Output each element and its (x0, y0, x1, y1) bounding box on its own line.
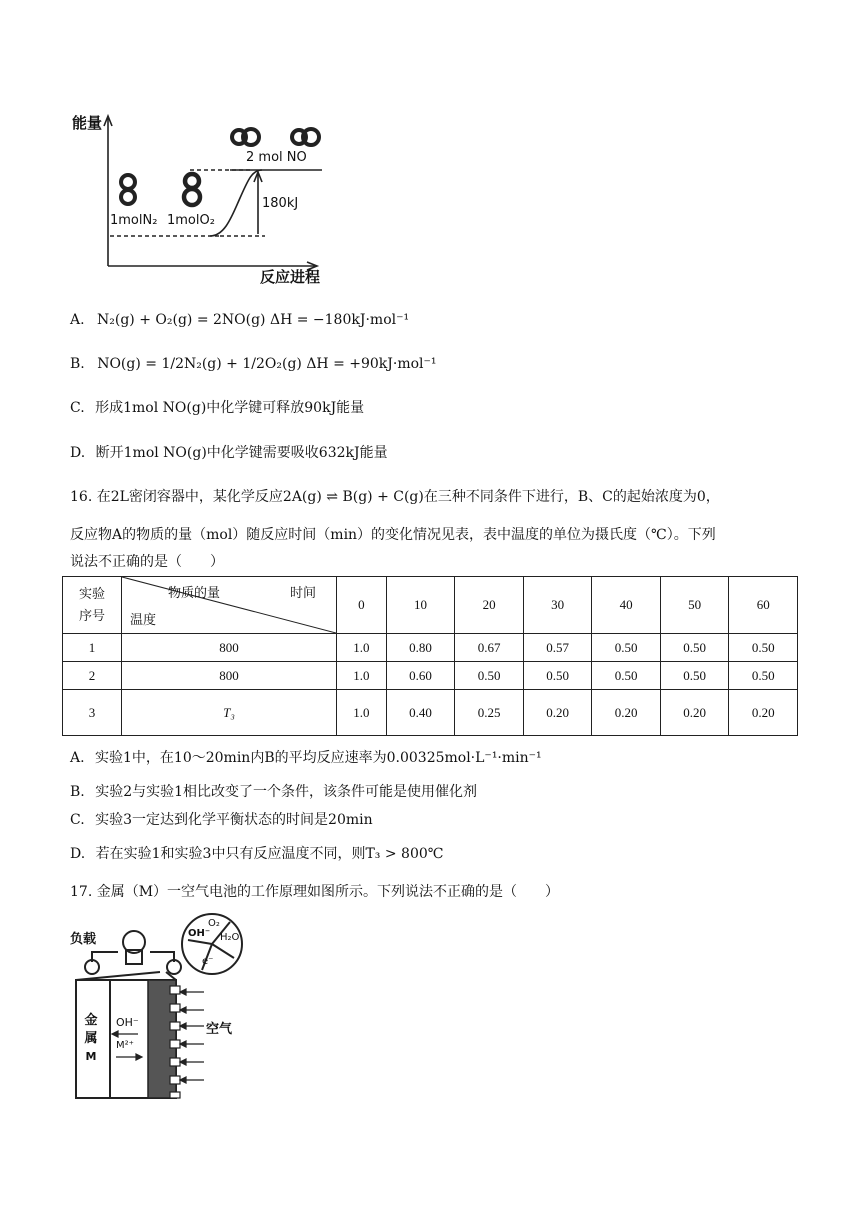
q16-option-a: A. 实验1中，在10～20min内B的平均反应速率为0.00325mol·L⁻¹·min⁻¹ (70, 750, 542, 766)
time-header: 0 (337, 577, 387, 634)
time-header: 40 (592, 577, 661, 634)
electron-label: e⁻ (202, 956, 214, 967)
q16-option-b: B. 实验2与实验1相比改变了一个条件，该条件可能是使用催化剂 (70, 784, 478, 800)
air-arrows (180, 989, 204, 1083)
table-row (63, 634, 798, 662)
x-axis-label: 反应进程 (260, 268, 321, 286)
air-label: 空气 (206, 1022, 233, 1037)
header-quantity: 物质的量 (168, 585, 221, 600)
product-label: 2 mol NO (246, 150, 307, 165)
table-row (63, 662, 798, 690)
delta-label: 180kJ (262, 196, 299, 211)
table-cell: 0.50 (455, 662, 524, 690)
data-table (62, 576, 798, 736)
table-cell: 1.0 (337, 690, 387, 736)
q15-option-c: C. 形成1mol NO(g)中化学键可释放90kJ能量 (70, 400, 365, 416)
table-cell: 0.50 (729, 662, 798, 690)
table-cell: 0.50 (660, 662, 729, 690)
row-temp: 800 (122, 634, 337, 662)
table-row (63, 690, 798, 736)
time-header: 30 (523, 577, 592, 634)
q16-stem-line1: 16. 在2L密闭容器中，某化学反应2A(g) ⇌ B(g) + C(g)在三种不同条件下进行，B、C的起始浓度为0， (70, 489, 720, 505)
table-cell: 0.57 (523, 634, 592, 662)
row-id: 2 (63, 662, 122, 690)
q15-option-d: D. 断开1mol NO(g)中化学键需要吸收632kJ能量 (70, 445, 388, 461)
header-time: 时间 (290, 585, 317, 600)
header-temp: 温度 (130, 612, 157, 627)
metal-label: 金 属 M (84, 1013, 98, 1063)
reactant-o2-label: 1molO₂ (167, 213, 215, 228)
n2-molecule-icon (121, 175, 135, 204)
oh-label: OH⁻ (116, 1016, 139, 1029)
terminal-right (167, 960, 181, 974)
table-cell: 0.50 (592, 662, 661, 690)
table-cell: 0.40 (386, 690, 455, 736)
energy-diagram (70, 108, 340, 288)
h2o-label: H₂O (220, 932, 240, 943)
table-cell: 0.20 (592, 690, 661, 736)
table-cell: 1.0 (337, 634, 387, 662)
time-header: 10 (386, 577, 455, 634)
table-cell: 0.50 (523, 662, 592, 690)
table-cell: 0.50 (729, 634, 798, 662)
m-ion-label: M²⁺ (116, 1040, 134, 1051)
table-header-row (63, 577, 798, 634)
q15-option-b: B. NO(g) = 1/2N₂(g) + 1/2O₂(g) ΔH = +90kJ·mol⁻¹ (70, 356, 437, 372)
q16-stem-line3: 说法不正确的是（ ） (70, 554, 224, 570)
row-id: 3 (63, 690, 122, 736)
table-cell: 0.50 (592, 634, 661, 662)
table-cell: 0.25 (455, 690, 524, 736)
table-cell: 0.60 (386, 662, 455, 690)
row-temp: 800 (122, 662, 337, 690)
load-label: 负载 (70, 932, 97, 947)
o2-label: O₂ (208, 918, 220, 929)
q16-option-d: D. 若在实验1和实验3中只有反应温度不同，则T₃ > 800℃ (70, 846, 444, 862)
time-header: 20 (455, 577, 524, 634)
row-id: 1 (63, 634, 122, 662)
header-id: 实验 序号 (63, 577, 122, 634)
q16-stem-line2: 反应物A的物质的量（mol）随反应时间（min）的变化情况见表，表中温度的单位为摄氏度（℃）。下列 (70, 527, 716, 543)
table-cell: 0.20 (660, 690, 729, 736)
table-cell: 1.0 (337, 662, 387, 690)
table-cell: 0.80 (386, 634, 455, 662)
q16-option-c: C. 实验3一定达到化学平衡状态的时间是20min (70, 812, 373, 828)
no-molecule-icon (232, 129, 319, 145)
y-axis-label: 能量 (72, 114, 103, 132)
table-cell: 0.20 (729, 690, 798, 736)
table-cell: 0.67 (455, 634, 524, 662)
time-header: 50 (660, 577, 729, 634)
reactant-n2-label: 1molN₂ (110, 213, 158, 228)
table-cell: 0.20 (523, 690, 592, 736)
q15-option-a: A. N₂(g) + O₂(g) = 2NO(g) ΔH = −180kJ·mol⁻¹ (70, 312, 410, 328)
oh-circle-label: OH⁻ (188, 928, 211, 939)
battery-diagram (70, 912, 260, 1102)
table-cell: 0.50 (660, 634, 729, 662)
q17-stem: 17. 金属（M）一空气电池的工作原理如图所示。下列说法不正确的是（ ） (70, 884, 560, 900)
header-diagonal (122, 577, 337, 634)
row-temp: T₃ (122, 690, 337, 736)
o2-molecule-icon (184, 174, 200, 205)
terminal-left (85, 960, 99, 974)
time-header: 60 (729, 577, 798, 634)
